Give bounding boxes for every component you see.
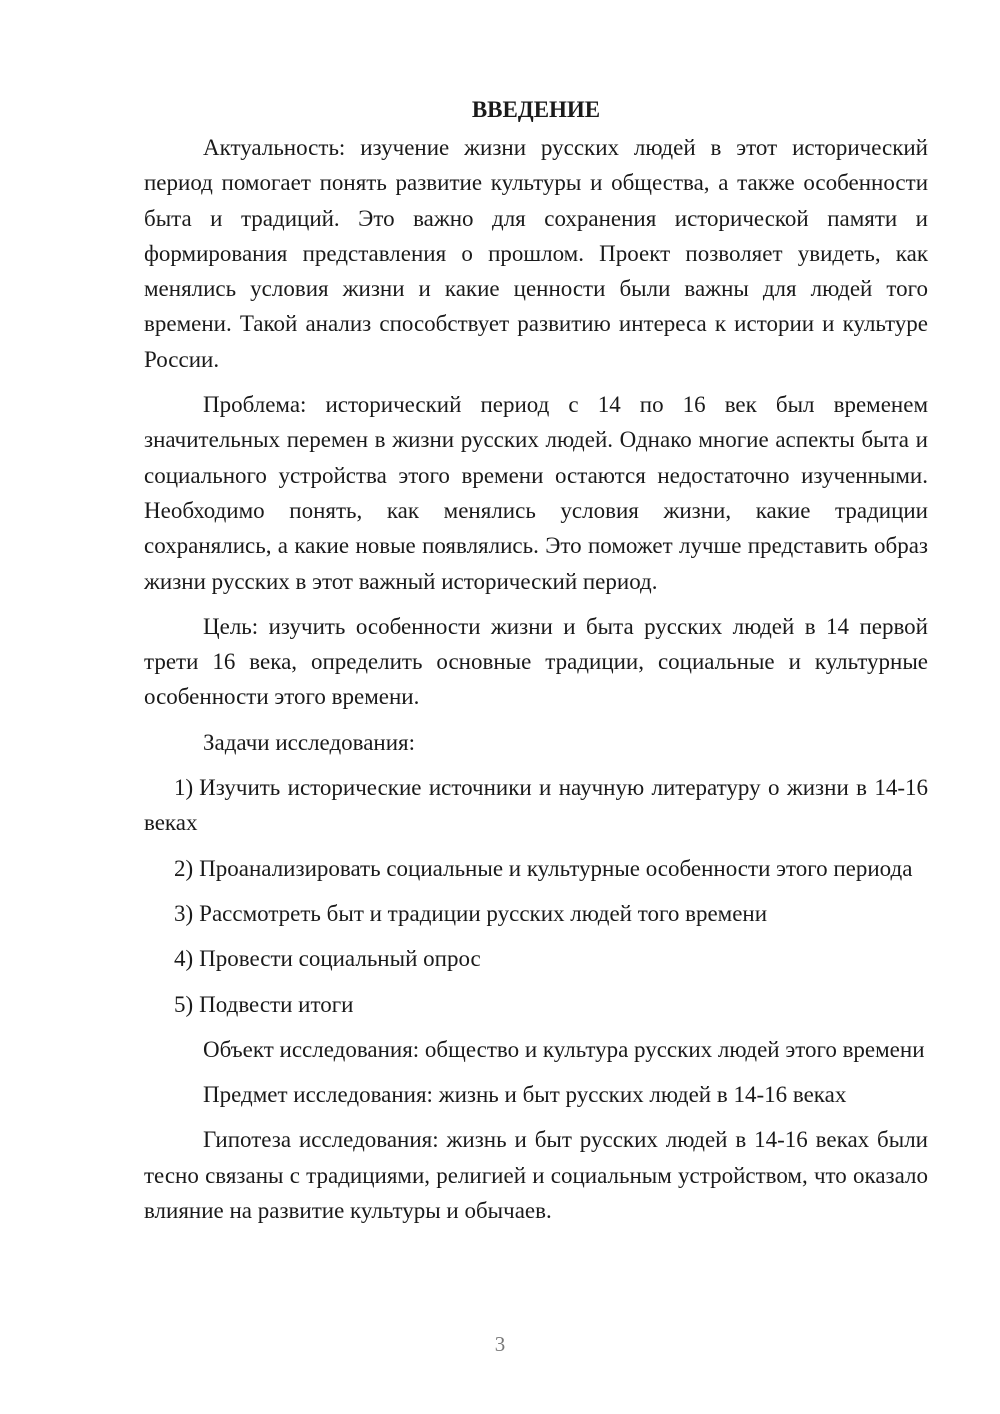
list-item-number: 2) <box>174 855 194 881</box>
list-item-text: Проанализировать социальные и культурные особенности этого периода <box>199 855 913 881</box>
problem-paragraph: Проблема: исторический период с 14 по 16 век был временем значительных перемен в жизни русских людей. Однако многие аспекты быта и социального устройства этого времени остаются недостаточно изученными. Необходимо понять, как менялись условия жизни, какие традиции сохранялись, а какие новые появлялись. Это поможет лучше представить образ жизни русских в этот важный исторический период. <box>144 392 928 594</box>
list-item-text: Подвести итоги <box>199 991 354 1017</box>
list-item-number: 1) <box>174 775 194 801</box>
hypothesis-paragraph: Гипотеза исследования: жизнь и быт русских людей в 14-16 веках были тесно связаны с традициями, религией и социальным устройством, что оказало влияние на развитие культуры и обычаев. <box>144 1127 928 1224</box>
tasks-title: Задачи исследования: <box>203 729 416 755</box>
list-item <box>144 851 928 886</box>
list-item-number: 3) <box>174 900 194 926</box>
list-item <box>144 987 928 1022</box>
list-item-text: Изучить исторические источники и научную литературу о жизни в 14-16 веках <box>144 775 928 836</box>
object-paragraph: Объект исследования: общество и культура русских людей этого времени <box>203 1036 925 1062</box>
list-item <box>144 941 928 976</box>
list-item <box>144 770 928 841</box>
list-item-number: 4) <box>174 946 194 972</box>
list-item-text: Провести социальный опрос <box>199 946 481 972</box>
subject-paragraph: Предмет исследования: жизнь и быт русских людей в 14-16 веках <box>203 1082 847 1108</box>
relevance-paragraph: Актуальность: изучение жизни русских людей в этот исторический период помогает понять развитие культуры и общества, а также особенности быта и традиций. Это важно для сохранения исторической памяти и формирования представления о прошлом. Проект позволяет увидеть, как менялись условия жизни и какие ценности были важны для людей того времени. Такой анализ способствует развитию интереса к истории и культуре России. <box>144 135 928 372</box>
document-page <box>144 92 928 1228</box>
goal-paragraph: Цель: изучить особенности жизни и быта русских людей в 14 первой трети 16 века, определить основные традиции, социальные и культурные особенности этого времени. <box>144 613 928 710</box>
list-item-text: Рассмотреть быт и традиции русских людей того времени <box>199 900 768 926</box>
list-item <box>144 896 928 931</box>
page-title: ВВЕДЕНИЕ <box>471 97 601 122</box>
list-item-number: 5) <box>174 991 194 1017</box>
page-number: 3 <box>494 1332 506 1356</box>
